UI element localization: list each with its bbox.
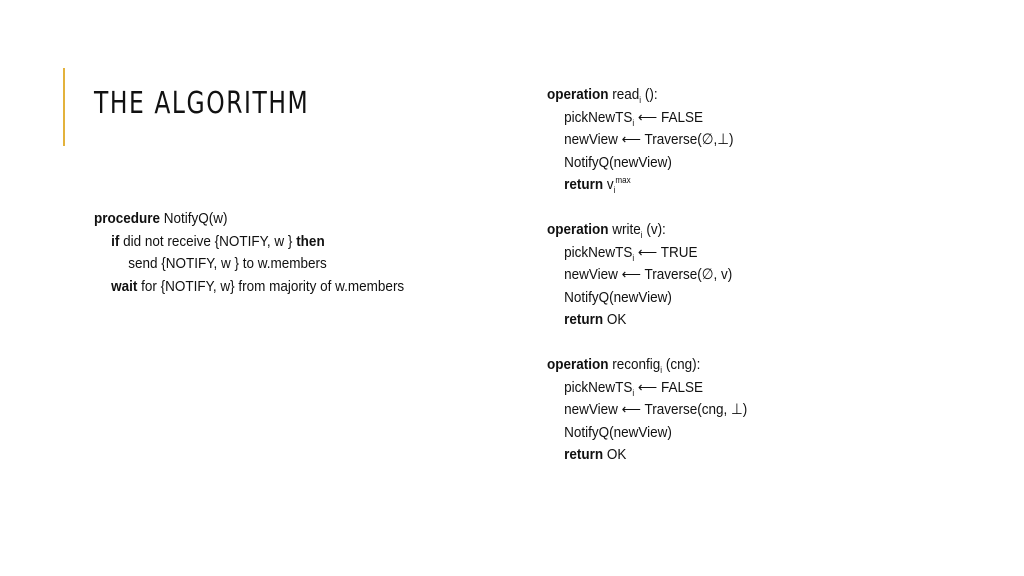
write-line-traverse: newView ⟵ Traverse(∅, v) bbox=[564, 266, 733, 283]
code-subscript: i bbox=[632, 252, 635, 263]
operation-params: (v): bbox=[642, 221, 666, 238]
code-text: ⟵ FALSE bbox=[634, 108, 704, 126]
operation-subscript: i bbox=[639, 95, 642, 105]
operation-reconfig-header bbox=[547, 354, 747, 377]
title-accent-bar bbox=[63, 68, 65, 146]
keyword-return: return bbox=[564, 311, 604, 328]
keyword-operation: operation bbox=[547, 221, 609, 238]
code-text: pickNewTS bbox=[564, 243, 633, 261]
procedure-header bbox=[94, 208, 404, 231]
code-subscript: i bbox=[613, 185, 616, 195]
read-line-traverse: newView ⟵ Traverse(∅,⊥) bbox=[564, 131, 734, 148]
if-condition: did not receive {NOTIFY, w } bbox=[119, 232, 297, 250]
operation-name: reconfig bbox=[608, 356, 661, 373]
operation-name: write bbox=[608, 221, 641, 238]
reconfig-line-return bbox=[547, 444, 747, 467]
keyword-procedure: procedure bbox=[94, 210, 161, 227]
code-subscript: i bbox=[632, 387, 635, 398]
spacer bbox=[547, 332, 747, 355]
code-text: pickNewTS bbox=[564, 378, 633, 396]
operations-block bbox=[547, 84, 747, 467]
procedure-notifyq-block bbox=[94, 208, 404, 298]
wait-condition: for {NOTIFY, w} from majority of w.members bbox=[137, 277, 405, 295]
read-line-picknewts bbox=[547, 107, 747, 130]
code-text: ⟵ FALSE bbox=[634, 378, 704, 396]
keyword-then: then bbox=[296, 232, 325, 250]
procedure-signature: NotifyQ(w) bbox=[160, 210, 228, 227]
operation-write-header bbox=[547, 219, 747, 242]
code-subscript: i bbox=[632, 117, 635, 128]
keyword-wait: wait bbox=[111, 277, 138, 295]
keyword-return: return bbox=[564, 446, 604, 463]
code-text: OK bbox=[603, 311, 627, 328]
operation-params: (cng): bbox=[662, 356, 701, 373]
code-text: OK bbox=[603, 446, 627, 463]
write-line-picknewts bbox=[547, 242, 747, 265]
code-text: pickNewTS bbox=[564, 108, 633, 126]
procedure-line-wait bbox=[94, 276, 404, 299]
write-line-notify: NotifyQ(newView) bbox=[564, 288, 672, 306]
reconfig-line-picknewts bbox=[547, 377, 747, 400]
keyword-operation: operation bbox=[547, 86, 609, 103]
reconfig-line-traverse: newView ⟵ Traverse(cng, ⊥) bbox=[564, 401, 748, 418]
keyword-operation: operation bbox=[547, 356, 609, 373]
spacer bbox=[547, 197, 747, 220]
keyword-if: if bbox=[111, 232, 120, 250]
code-superscript: max bbox=[615, 175, 631, 185]
slide-title: THE ALGORITHM bbox=[94, 86, 310, 121]
reconfig-line-notify: NotifyQ(newView) bbox=[564, 423, 672, 441]
operation-subscript: i bbox=[660, 365, 663, 375]
operation-params: (): bbox=[641, 86, 658, 103]
code-text: v bbox=[603, 176, 614, 193]
operation-subscript: i bbox=[640, 230, 643, 240]
keyword-return: return bbox=[564, 176, 604, 193]
operation-read-header bbox=[547, 84, 747, 107]
read-line-notify: NotifyQ(newView) bbox=[564, 153, 672, 171]
operation-name: read bbox=[608, 86, 640, 103]
read-line-return bbox=[547, 174, 747, 197]
code-text: ⟵ TRUE bbox=[634, 243, 698, 261]
procedure-line-send: send {NOTIFY, w } to w.members bbox=[128, 255, 327, 272]
write-line-return bbox=[547, 309, 747, 332]
procedure-line-if bbox=[94, 231, 404, 254]
